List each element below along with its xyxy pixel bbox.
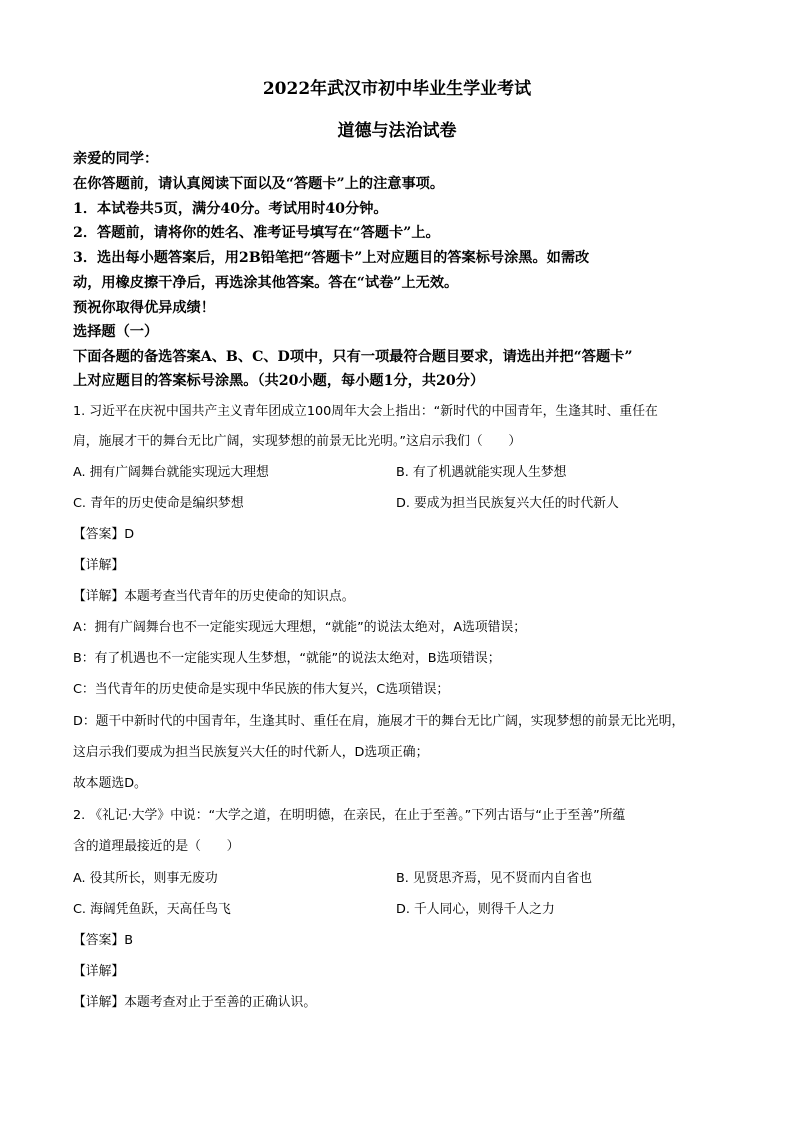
q1-explanation-d-line2: 这启示我们要成为担当民族复兴大任的时代新人，D选项正确； — [73, 745, 429, 760]
q1-option-d: D. 要成为担当民族复兴大任的时代新人 — [396, 496, 619, 511]
exam-title: 2022年武汉市初中毕业生学业考试 — [262, 79, 532, 99]
q1-stem-line2: 肩，施展才干的舞台无比广阔，实现梦想的前景无比光明。”这启示我们（ ） — [73, 434, 522, 449]
q2-stem-line2: 含的道理最接近的是（ ） — [73, 839, 240, 854]
notice-intro: 在你答题前，请认真阅读下面以及“答题卡”上的注意事项。 — [73, 176, 445, 192]
q1-answer: 【答案】D — [73, 527, 135, 542]
q2-option-c: C. 海阔凭鱼跃，天高任鸟飞 — [73, 902, 231, 917]
notice-wish: 预祝你取得优异成绩！ — [73, 300, 215, 316]
q2-detail-heading: 【详解】 — [73, 964, 125, 979]
q2-option-b: B. 见贤思齐焉，见不贤而内自省也 — [396, 871, 593, 886]
q1-option-a: A. 拥有广阔舞台就能实现远大理想 — [73, 465, 269, 480]
q1-option-b: B. 有了机遇就能实现人生梦想 — [396, 465, 567, 480]
q1-conclusion: 故本题选D。 — [73, 776, 147, 791]
q2-option-a: A. 役其所长，则事无废功 — [73, 871, 218, 886]
q1-detail-intro: 【详解】本题考查当代青年的历史使命的知识点。 — [73, 589, 355, 604]
q1-explanation-d-line1: D：题干中新时代的中国青年，生逢其时、重任在肩，施展才干的舞台无比广阔，实现梦想的前景无比光明， — [73, 714, 685, 729]
notice-item-1: 1．本试卷共5页，满分40分。考试用时40分钟。 — [73, 201, 388, 217]
q2-answer: 【答案】B — [73, 933, 133, 948]
q2-stem-line1: 2. 《礼记·大学》中说：“大学之道，在明明德，在亲民，在止于至善。”下列古语与“止于至善”所蕴 — [73, 808, 626, 823]
q1-explanation-a: A：拥有广阔舞台也不一定能实现远大理想，“就能”的说法太绝对，A选项错误； — [73, 620, 527, 635]
q2-detail-intro: 【详解】本题考查对止于至善的正确认识。 — [73, 995, 317, 1010]
q2-option-d: D. 千人同心，则得千人之力 — [396, 902, 555, 917]
notice-item-2: 2．答题前，请将你的姓名、准考证号填写在“答题卡”上。 — [73, 225, 440, 241]
section-title: 选择题（一） — [73, 324, 159, 340]
notice-greeting: 亲爱的同学： — [73, 151, 159, 167]
q1-stem-line1: 1. 习近平在庆祝中国共产主义青年团成立100周年大会上指出：“新时代的中国青年，生逢其时、重任在 — [73, 404, 658, 419]
notice-item-3-line1: 3．选出每小题答案后，用2B铅笔把“答题卡”上对应题目的答案标号涂黑。如需改 — [73, 250, 590, 266]
notice-item-3-line2: 动，用橡皮擦干净后，再选涂其他答案。答在“试卷”上无效。 — [73, 275, 459, 291]
q1-option-c: C. 青年的历史使命是编织梦想 — [73, 496, 244, 511]
section-instruction-line1: 下面各题的备选答案A、B、C、D项中，只有一项最符合题目要求，请选出并把“答题卡” — [73, 349, 633, 365]
q1-detail-heading: 【详解】 — [73, 558, 125, 573]
q1-explanation-b: B：有了机遇也不一定能实现人生梦想，“就能”的说法太绝对，B选项错误； — [73, 651, 501, 666]
exam-subtitle: 道德与法治试卷 — [337, 121, 457, 141]
q1-explanation-c: C：当代青年的历史使命是实现中华民族的伟大复兴，C选项错误； — [73, 682, 450, 697]
section-instruction-line2: 上对应题目的答案标号涂黑。（共20小题，每小题1分，共20分） — [73, 373, 485, 389]
